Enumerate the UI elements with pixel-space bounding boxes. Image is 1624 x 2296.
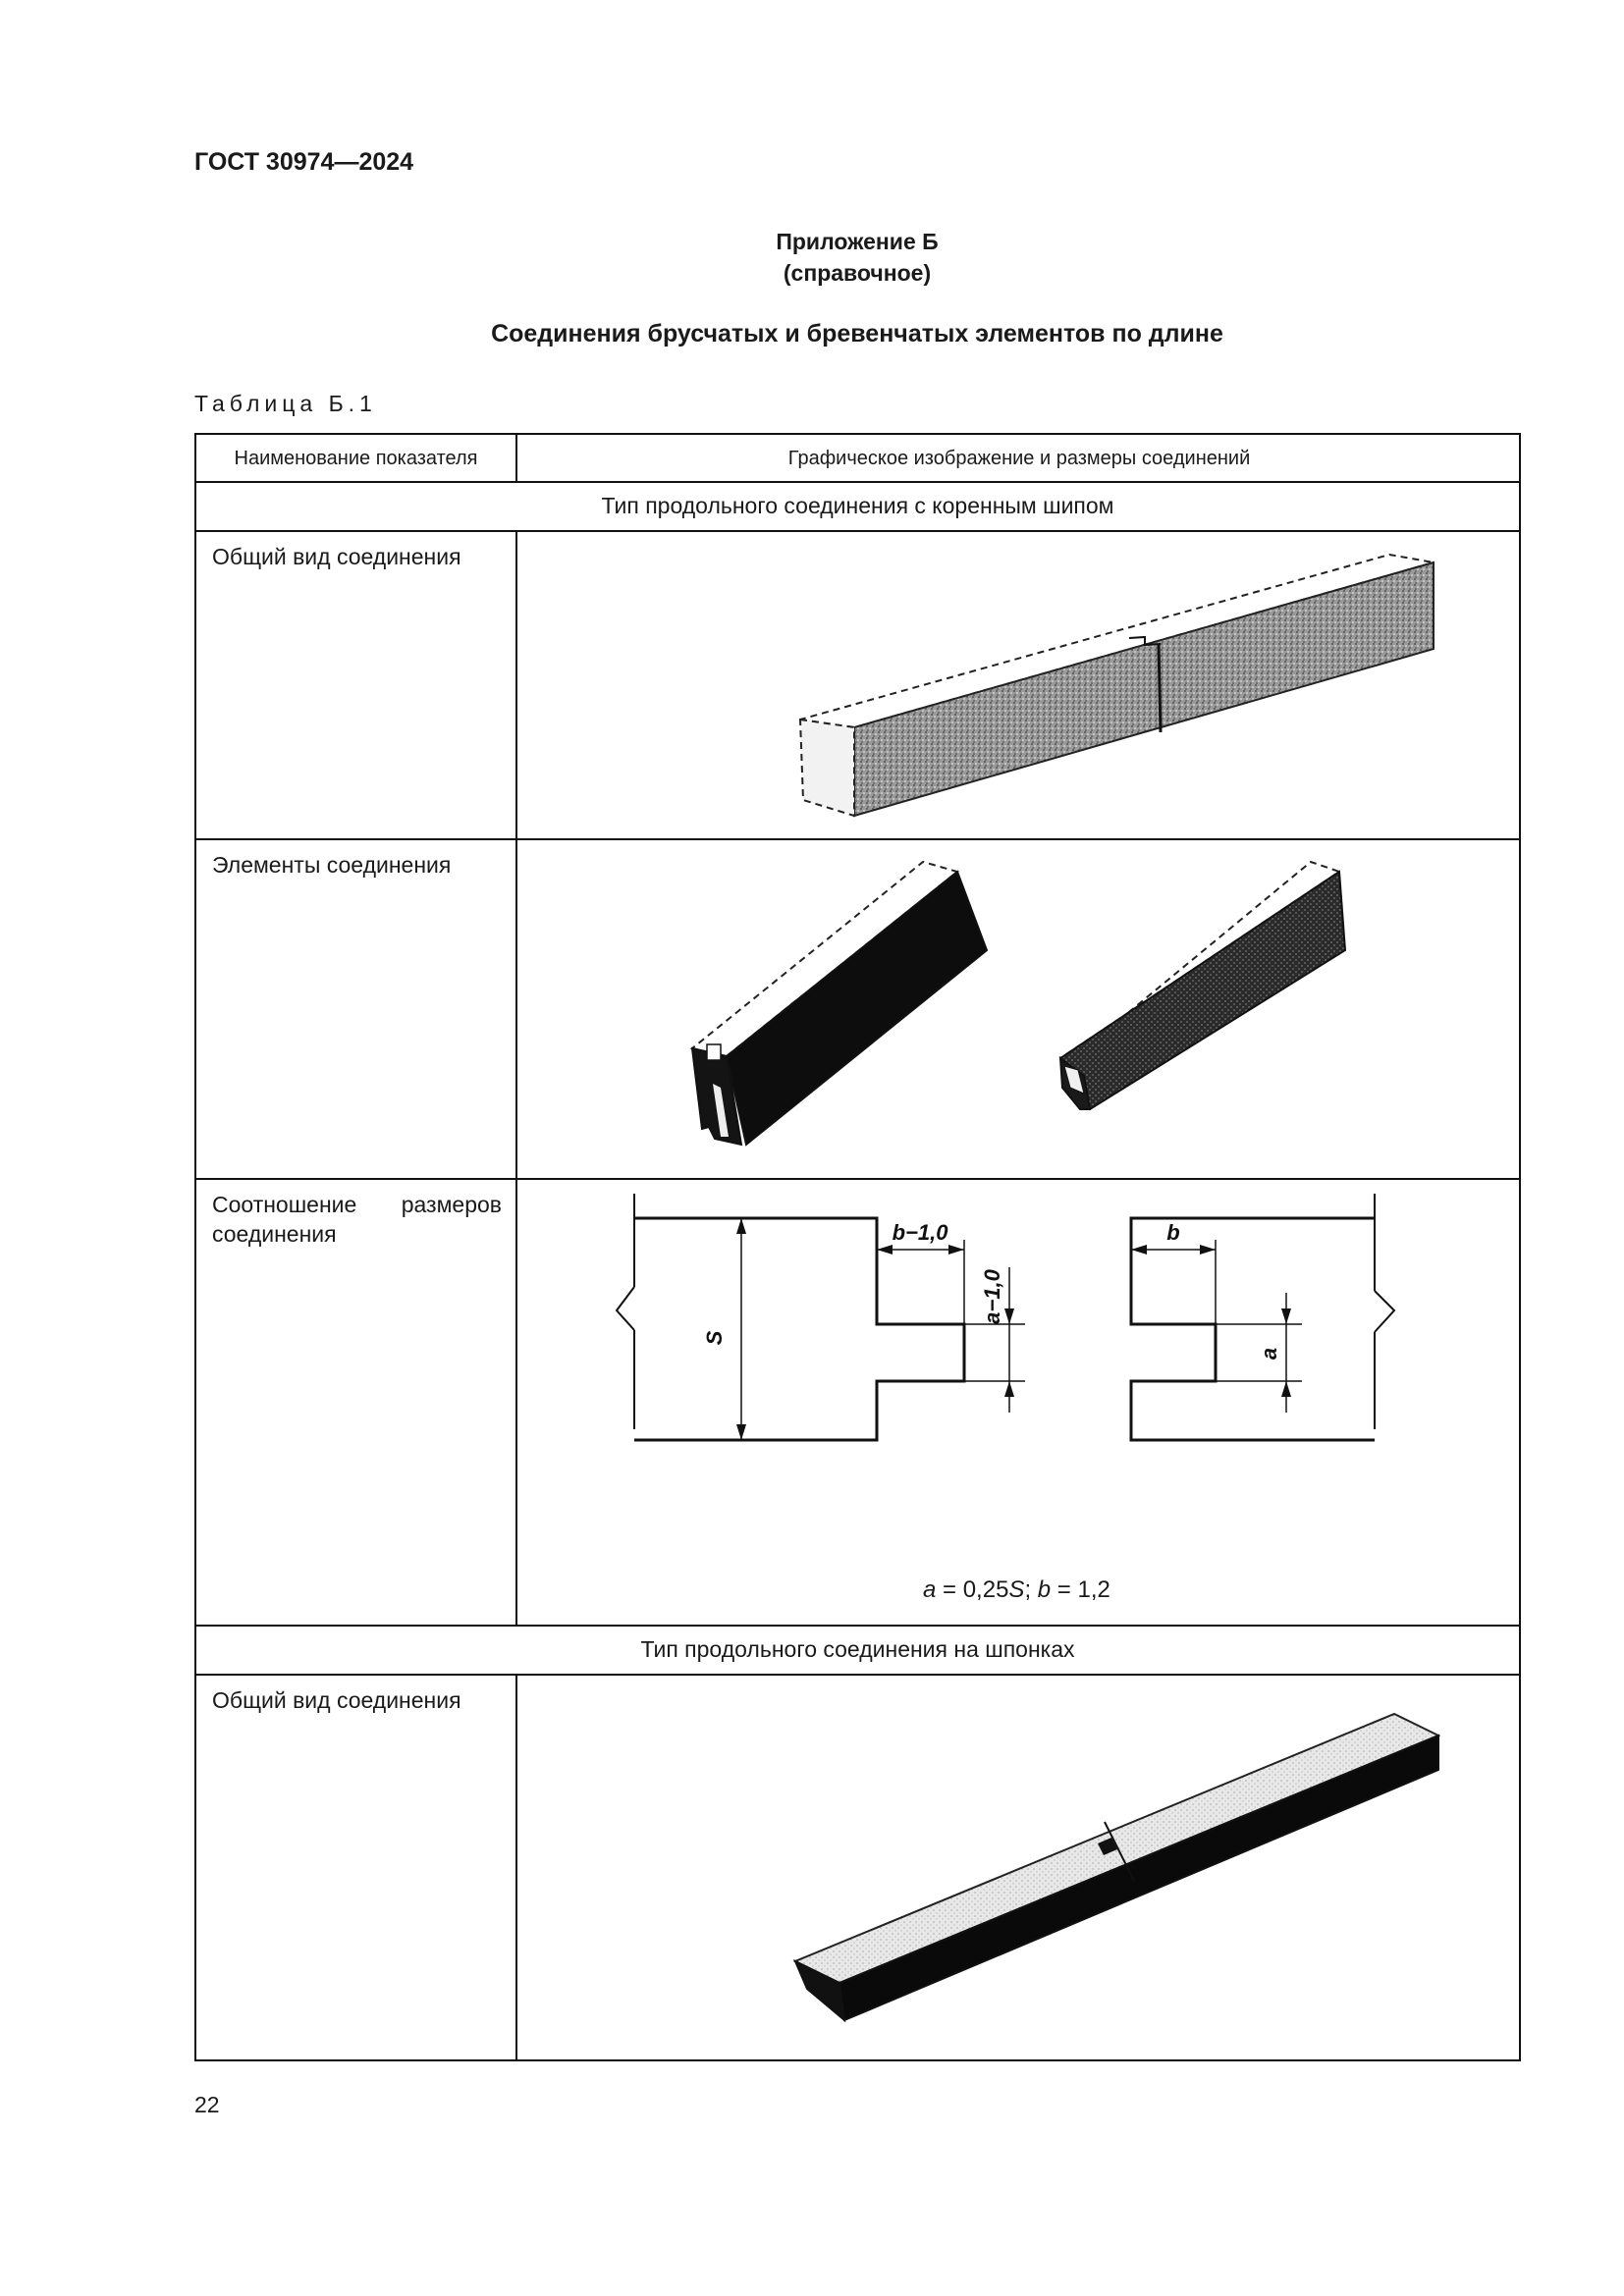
document-header: ГОСТ 30974—2024 <box>194 148 414 176</box>
row-border <box>196 838 1519 840</box>
dim-label-a: a <box>1257 1347 1281 1361</box>
appendix-note: (справочное) <box>783 260 932 286</box>
appendix-title: Приложение Б <box>776 229 939 254</box>
dim-label-s: S <box>702 1330 727 1346</box>
row-border <box>196 1674 1519 1676</box>
row-border <box>196 481 1519 483</box>
table-label: Таблица Б.1 <box>194 391 377 416</box>
key-joint-general-view-figure <box>785 1696 1453 2030</box>
tenon-joint-dimension-scheme <box>609 1189 1434 1552</box>
column-header-indicator: Наименование показателя <box>234 448 478 469</box>
section-title: Соединения брусчатых и бревенчатых элементов по длине <box>491 320 1223 347</box>
row-border <box>196 1625 1519 1627</box>
dim-label-b: b <box>1166 1220 1180 1245</box>
row-border <box>196 1178 1519 1180</box>
column-divider-section-2 <box>515 1674 517 2061</box>
row-label-dimension-ratio-line1: Соотношение размеров соединения <box>212 1192 502 1247</box>
column-header-graphics: Графическое изображение и размеры соединений <box>787 448 1251 469</box>
tenon-joint-general-view-figure <box>795 543 1463 837</box>
row-border <box>196 530 1519 532</box>
column-divider-section-1 <box>515 530 517 1625</box>
joints-table <box>194 433 1521 2061</box>
page-number: 22 <box>194 2092 220 2117</box>
row-label-general-view: Общий вид соединения <box>212 544 461 569</box>
tenon-joint-elements-figure <box>687 852 1434 1166</box>
dim-label-a-minus: a−1,0 <box>980 1269 1004 1324</box>
section-title-key-joint: Тип продольного соединения на шпонках <box>640 1636 1075 1662</box>
dimension-formula: a = 0,25S; b = 1,2 <box>923 1576 1110 1603</box>
dim-label-b-minus: b−1,0 <box>892 1220 948 1245</box>
section-title-tenon-joint: Тип продольного соединения с коренным шипом <box>601 493 1114 518</box>
row-label-general-view-2: Общий вид соединения <box>212 1687 461 1713</box>
row-label-joint-elements: Элементы соединения <box>212 852 452 878</box>
